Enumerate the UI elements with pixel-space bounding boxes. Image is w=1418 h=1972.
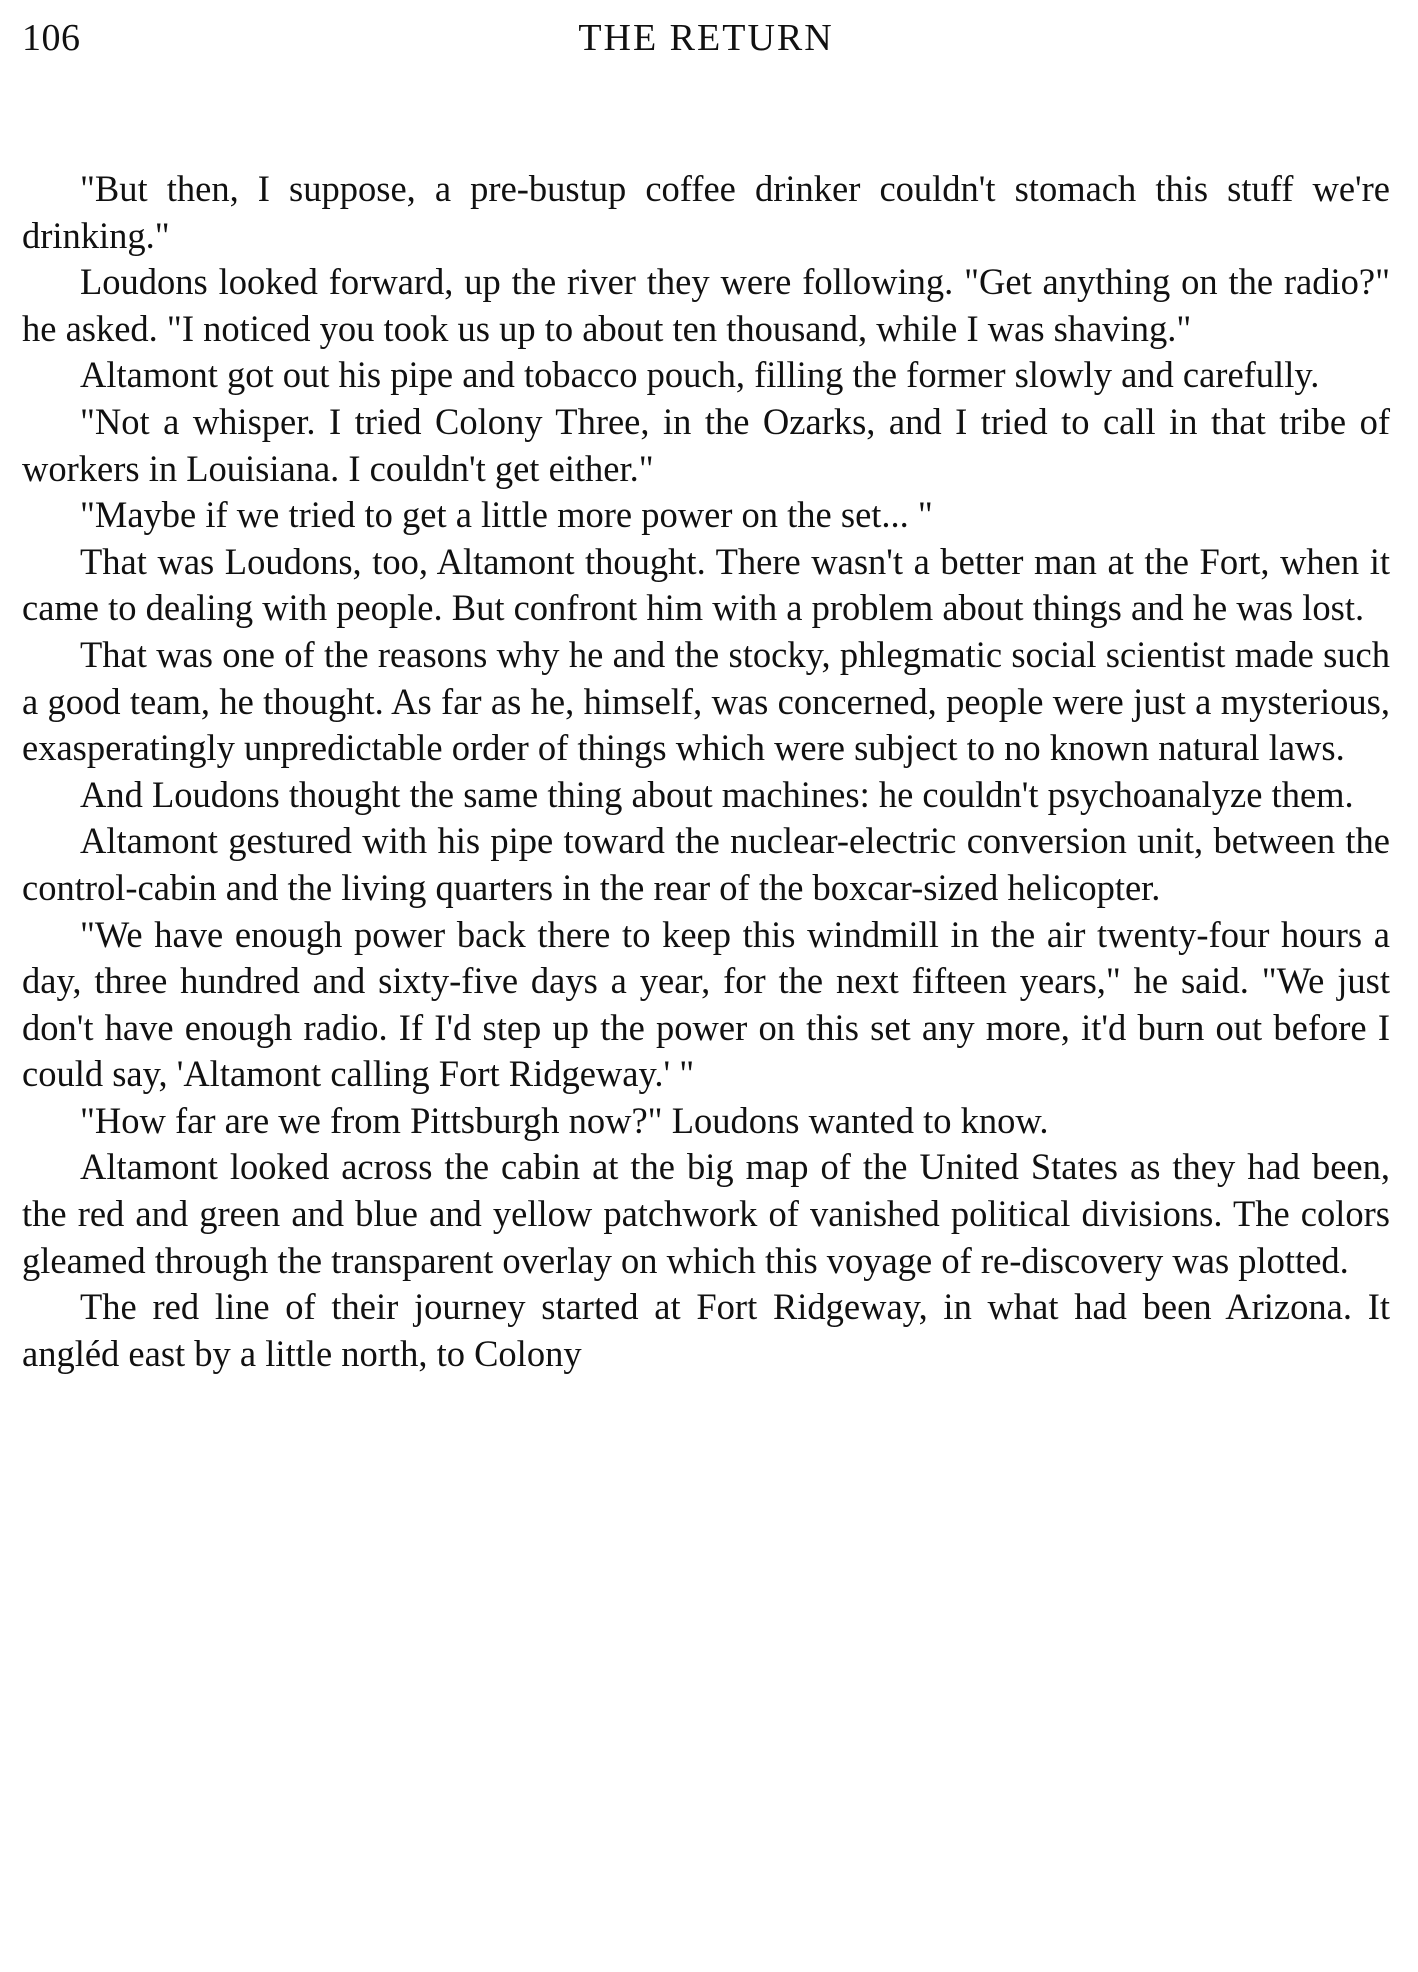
- page-number: 106: [22, 17, 81, 59]
- paragraph: Loudons looked forward, up the river they were following. "Get anything on the radio?" he asked. "I noticed you took us up to about ten thousand, while I was shaving.": [22, 261, 1390, 349]
- book-page: [22, 0, 1390, 1377]
- paragraph: Altamont looked across the cabin at the big map of the United States as they had been, the red and green and blue and yellow patchwork of vanished political divisions. The colors gleamed through the transparent overlay on which this voyage of re-discovery was plotted.: [22, 1146, 1390, 1281]
- body-text: [22, 166, 1390, 1377]
- paragraph: "Not a whisper. I tried Colony Three, in the Ozarks, and I tried to call in that tribe of workers in Louisiana. I couldn't get either.": [22, 400, 1390, 489]
- running-head: [22, 16, 1390, 76]
- paragraph: The red line of their journey started at Fort Ridgeway, in what had been Arizona. It angléd east by a little north, to Colony: [22, 1286, 1390, 1374]
- paragraph: "Maybe if we tried to get a little more power on the set... ": [80, 494, 933, 536]
- paragraph: "How far are we from Pittsburgh now?" Loudons wanted to know.: [80, 1099, 1049, 1141]
- paragraph: And Loudons thought the same thing about machines: he couldn't psychoanalyze them.: [80, 773, 1354, 815]
- paragraph: That was one of the reasons why he and the stocky, phlegmatic social scientist made such a good team, he thought. As far as he, himself, was concerned, people were just a mysterious, exasperatingly unpredictable order of things which were subject to no known natural laws.: [22, 633, 1390, 769]
- paragraph: "But then, I suppose, a pre-bustup coffee drinker couldn't stomach this stuff we're drinking.": [22, 168, 1390, 256]
- paragraph: Altamont got out his pipe and tobacco pouch, filling the former slowly and carefully.: [80, 354, 1320, 396]
- paragraph: "We have enough power back there to keep this windmill in the air twenty-four hours a day, three hundred and sixty-five days a year, for the next fifteen years," he said. "We just don't have enough radio. If I'd step up the power on this set any more, it'd burn out before I could say, 'Altamont calling Fort Ridgeway.' ": [22, 913, 1390, 1095]
- running-title: THE RETURN: [578, 17, 834, 59]
- paragraph: That was Loudons, too, Altamont thought. There wasn't a better man at the Fort, when it came to dealing with people. But confront him with a problem about things and he was lost.: [22, 540, 1390, 629]
- paragraph: Altamont gestured with his pipe toward the nuclear-electric conversion unit, between the control-cabin and the living quarters in the rear of the boxcar-sized helicopter.: [22, 820, 1390, 908]
